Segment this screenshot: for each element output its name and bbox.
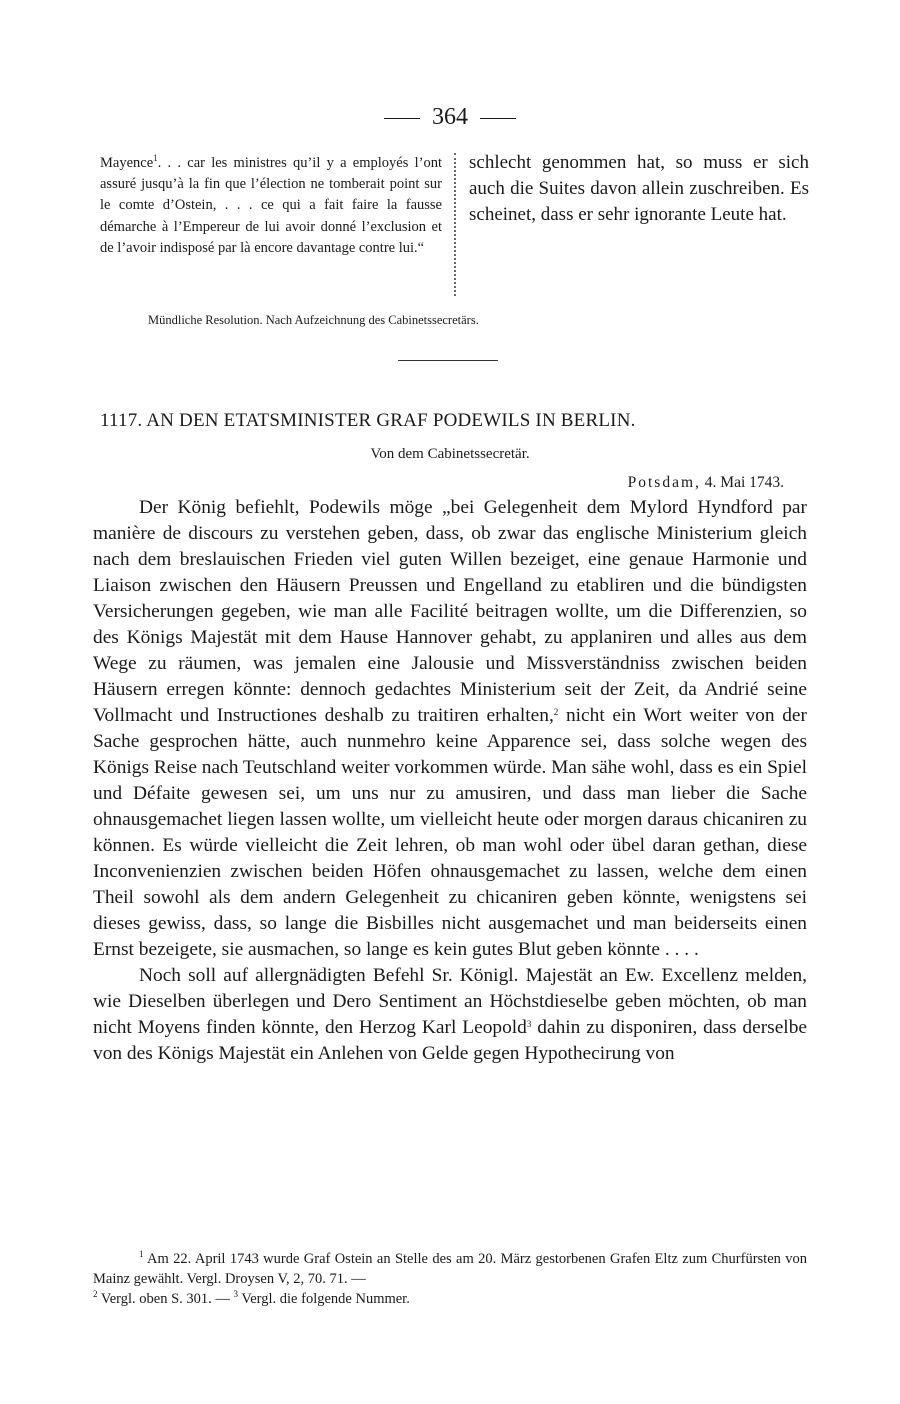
paragraph-1-text-b: nicht ein Wort weiter von der Sache gesprochen hätte, auch nunmehro keine Apparence sei, dass solche wegen des Königs Reise nach Teutschland weiter vorkommen würde. Man sähe wohl, dass es ein Spiel und Défaite gewesen sei, um uns nur zu amusiren, und dass man lieber die Sache ohnausgemachet liegen lassen wollte, um vielleicht heute oder morgen daraus chicaniren zu können. Es würde vielleicht die Zeit lehren, ob man wohl oder übel daran gethan, diese Inconvenienzien zwischen beiden Höfen ohnausgemachet zu lassen, welche dem einen Theil sowohl als dem andern Gelegenheit zu chicaniren geben könnte, wenigstens sei dieses gewiss, dass, so lange die Bisbilles nicht ausgemachet und man beiderseits einen Ernst bezeigete, sie ausmachen, so lange es kein gutes Blut geben könnte . . . .	[93, 705, 807, 960]
letter-subtitle: Von dem Cabinetssecretär.	[370, 446, 530, 462]
letter-dateline	[500, 472, 784, 494]
left-column-text-start: Mayence	[100, 155, 154, 171]
letter-paragraph	[93, 963, 807, 1067]
page-number-dash-right	[480, 118, 516, 119]
letter-place: Potsdam,	[627, 474, 701, 491]
paragraph-2-text-b: dahin zu disponiren, dass derselbe von des Königs Majestät ein Anlehen von Gelde gegen Hypothecirung von	[93, 1017, 808, 1064]
column-divider	[454, 153, 456, 296]
footnote-1-text: Am 22. April 1743 wurde Graf Ostein an Stelle des am 20. März gestorbenen Grafen Eltz zum Churfürsten von Mainz gewählt. Vergl. Droysen V, 2, 70. 71. —	[93, 1251, 807, 1287]
letter-body	[93, 495, 807, 1067]
paragraph-1-text-a: Der König befiehlt, Podewils möge „bei Gelegenheit dem Mylord Hyndford par manière de discours zu verstehen geben, dass, ob zwar das englische Ministerium gleich nach dem breslauischen Frieden viel guten Willen bezeiget, eine genaue Harmonie und Liaison zwischen den Häusern Preussen und Engelland zu etabliren und die bündigsten Versicherungen gegeben, wie man alle Facilité beitragen wollte, um die Differenzien, so des Königs Majestät mit dem Hause Hannover gehabt, zu applaniren und alles aus dem Wege zu räumen, was jemalen eine Jalousie und Missverständniss zwischen beiden Häusern erregen könnte: dennoch gedachtes Ministerium seit der Zeit, da Andrié seine Vollmacht und Instructiones deshalb zu traitiren erhalten,	[93, 497, 807, 726]
letter-title: 1117. AN DEN ETATSMINISTER GRAF PODEWILS IN BERLIN.	[100, 410, 636, 431]
letter-date: 4. Mai 1743.	[704, 474, 784, 491]
footnote-mark: 3	[233, 1289, 239, 1299]
footnote-mark: 1	[153, 153, 158, 163]
page-number	[0, 103, 900, 131]
footnote-2-text: Vergl. oben S. 301. —	[97, 1291, 234, 1307]
footnote-mark: 1	[139, 1249, 144, 1259]
footnote-mark: 3	[526, 1019, 532, 1029]
left-column-quote	[100, 153, 442, 259]
left-column-text-rest: . . . car les ministres qu’il y a employés l’ont assuré jusqu’à la fin que l’élection ne tomberait point sur le comte d’Ostein, . . . ce qui a fait faire la fausse démarche à l’Empereur de lui avoir donné l’exclusion et de l’avoir indisposé par là encore davantage contre lui.“	[100, 155, 442, 256]
footnote-mark: 2	[93, 1289, 98, 1299]
footnote-block	[93, 1249, 807, 1309]
paragraph-2-text-a: Noch soll auf allergnädigten Befehl Sr. Königl. Majestät an Ew. Excellenz melden, wie Dieselben überlegen und Dero Sentiment an Höchstdieselbe geben möchten, ob man nicht Moyens finden könnte, den Herzog Karl Leopold	[93, 965, 807, 1038]
resolution-note: Mündliche Resolution. Nach Aufzeichnung des Cabinetssecretärs.	[148, 313, 479, 327]
right-column-text	[469, 150, 809, 228]
footnote-3-text: Vergl. die folgende Nummer.	[238, 1291, 410, 1307]
section-separator	[398, 360, 498, 361]
footnote-mark: 2	[553, 707, 559, 717]
page-number-dash-left	[384, 118, 420, 119]
footnotes	[93, 1249, 807, 1309]
right-column-body: schlecht genommen hat, so muss er sich auch die Suites davon allein zuschreiben. Es scheinet, dass er sehr ignorante Leute hat.	[469, 152, 809, 225]
page-number-value: 364	[432, 104, 468, 130]
letter-paragraph	[93, 495, 807, 963]
